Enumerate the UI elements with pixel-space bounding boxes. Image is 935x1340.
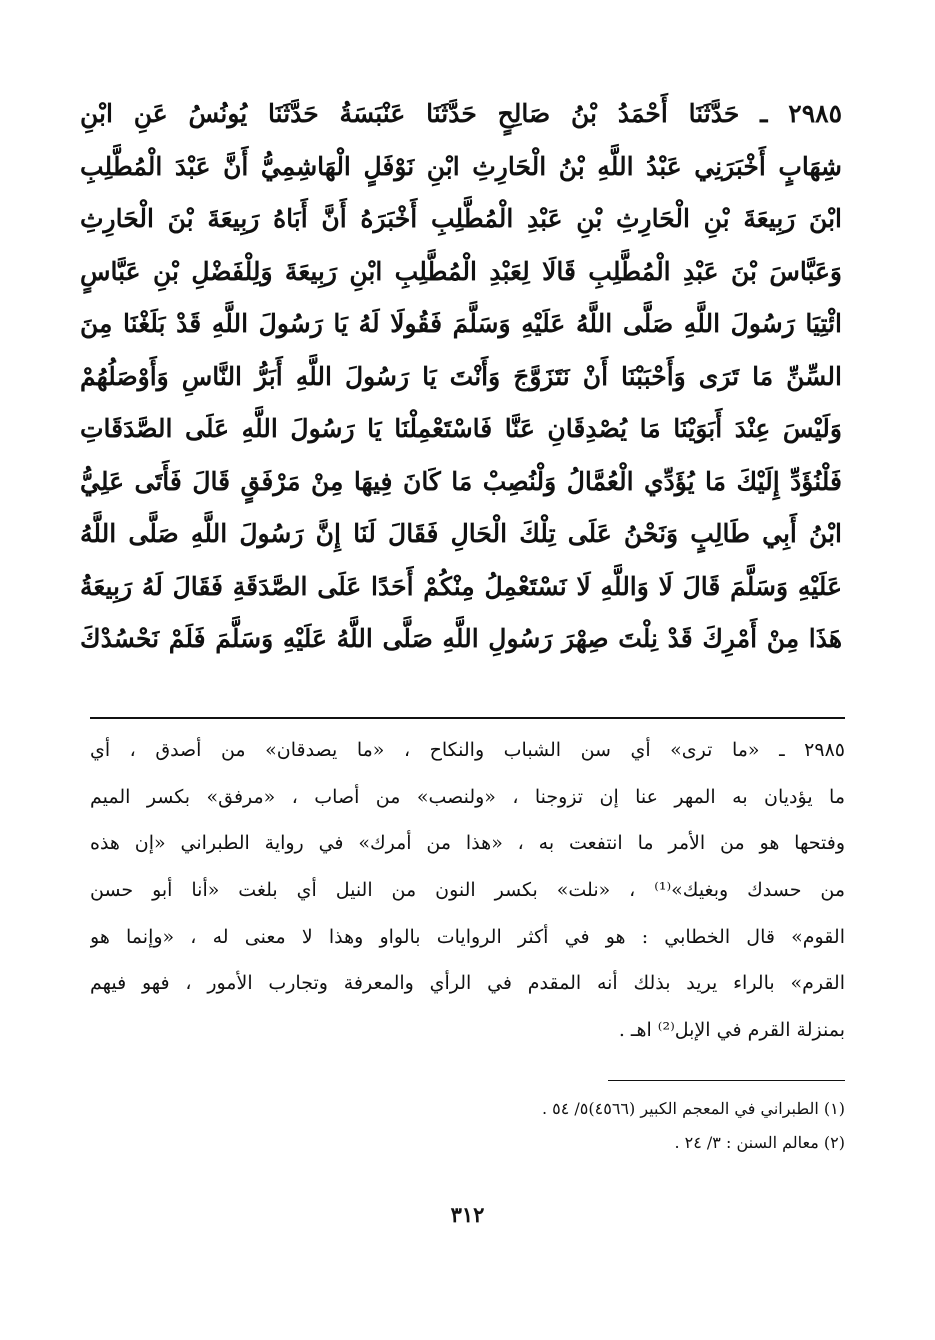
hadith-line: فَلْنُؤَدِّ إِلَيْكَ مَا يُؤَدِّي الْعُمَّالُ وَلْنُصِبْ مَا كَانَ فِيهَا مِنْ مَرْفَقٍ قَالَ فَأَتَى عَلِيُّ	[80, 466, 842, 496]
hadith-line: هَذَا مِنْ أَمْرِكَ قَدْ نِلْتَ صِهْرَ رَسُولِ اللَّهِ صَلَّى اللَّهُ عَلَيْهِ وَسَلَّمَ فَلَمْ نَحْسُدْكَ	[80, 624, 842, 653]
hadith-line: عَلَيْهِ وَسَلَّمَ قَالَ لَا وَاللَّهِ لَا نَسْتَعْمِلُ مِنْكُمْ أَحَدًا عَلَى الصَّدَقَةِ فَقَالَ لَهُ رَبِيعَةُ	[80, 571, 842, 601]
hadith-line: شِهَابٍ أَخْبَرَنِي عَبْدُ اللَّهِ بْنُ الْحَارِثِ ابْنِ نَوْفَلٍ الْهَاشِمِيُّ أَنَّ عَبْدَ الْمُطَّلِبِ	[80, 151, 842, 181]
hadith-line: وَعَبَّاسَ بْنَ عَبْدِ الْمُطَّلِبِ قَالَا لِعَبْدِ الْمُطَّلِبِ ابْنِ رَبِيعَةَ وَلِلْفَضْلِ بْنِ عَبَّاسٍ	[80, 256, 842, 286]
section-divider	[90, 717, 845, 719]
commentary-line: القوم» قال الخطابي : هو في أكثر الروايات بالواو وهذا لا معنى له ، «وإنما هو	[90, 925, 845, 948]
footnote-item: (١) الطبراني في المعجم الكبير (٤٥٦٦)٥/ ٥٤ .	[541, 1099, 845, 1118]
hadith-text	[80, 88, 842, 666]
page-number: ٣١٢	[450, 1202, 485, 1227]
commentary-line: بمنزلة القرم في الإبل⁽²⁾ اهـ .	[618, 1019, 845, 1042]
commentary-text	[90, 727, 845, 1054]
footnotes	[90, 1092, 845, 1160]
commentary-line: وفتحها هو من الأمر ما انتفعت به ، «هذا من أمرك» في رواية الطبراني «إن هذه	[90, 832, 845, 855]
hadith-line: السِّنِّ مَا تَرَى وَأَحْبَبْنَا أَنْ نَتَزَوَّجَ وَأَنْتَ يَا رَسُولَ اللَّهِ أَبَرُّ النَّاسِ وَأَوْصَلُهُمْ	[80, 361, 842, 391]
footnote-divider	[608, 1080, 845, 1081]
hadith-line: ابْنُ أَبِي طَالِبٍ وَنَحْنُ عَلَى تِلْكَ الْحَالِ فَقَالَ لَنَا إِنَّ رَسُولَ اللَّهِ صَلَّى اللَّهُ	[80, 519, 842, 548]
commentary-line: القرم» بالراء يريد بذلك أنه المقدم في الرأي والمعرفة وتجارب الأمور ، فهو فيهم	[90, 972, 845, 995]
hadith-line: وَلَيْسَ عِنْدَ أَبَوَيْنَا مَا يُصْدِقَانِ عَنَّا فَاسْتَعْمِلْنَا يَا رَسُولَ اللَّهِ عَلَى الصَّدَقَاتِ	[80, 414, 842, 443]
footnote-item: (٢) معالم السنن : ٣/ ٢٤ .	[674, 1133, 845, 1152]
hadith-line: ابْنَ رَبِيعَةَ بْنِ الْحَارِثِ بْنِ عَبْدِ الْمُطَّلِبِ أَخْبَرَهُ أَنَّ أَبَاهُ رَبِيعَةَ بْنَ الْحَارِثِ	[80, 204, 842, 233]
commentary-line: ٢٩٨٥ ـ «ما ترى» أي سن الشباب والنكاح ، «ما يصدقان» من أصدق ، أي	[90, 739, 845, 761]
hadith-line: ٢٩٨٥ ـ حَدَّثَنَا أَحْمَدُ بْنُ صَالِحٍ حَدَّثَنَا عَنْبَسَةُ حَدَّثَنَا يُونُسُ عَنِ ابْنِ	[80, 99, 842, 128]
hadith-line: ائْتِيَا رَسُولَ اللَّهِ صَلَّى اللَّهُ عَلَيْهِ وَسَلَّمَ فَقُولَا لَهُ يَا رَسُولَ اللَّهِ قَدْ بَلَغْنَا مِنَ	[80, 309, 842, 338]
commentary-line: من حسدك وبغيك»⁽¹⁾ ، «نلت» بكسر النون من النيل أي بلغت «أنا أبو حسن	[90, 879, 845, 902]
commentary-line: ما يؤديان به المهر عنا إن تزوجنا ، «ولنصب» من أصاب ، «مرفق» بكسر الميم	[90, 785, 845, 808]
